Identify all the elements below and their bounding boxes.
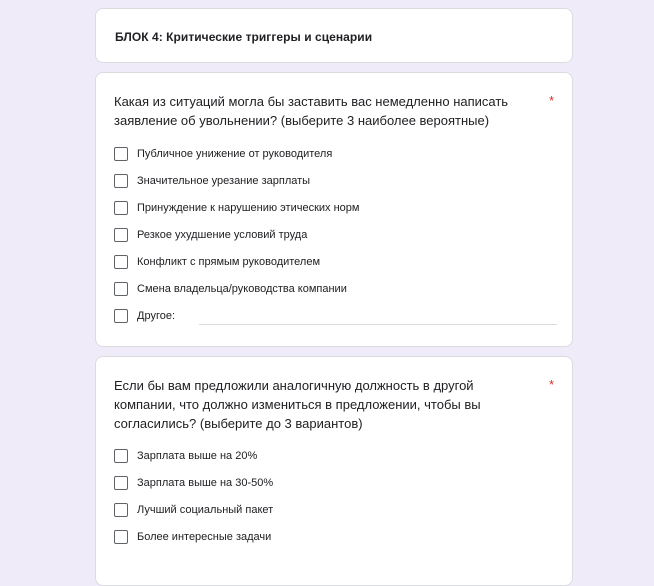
option-label: Лучший социальный пакет bbox=[137, 504, 274, 516]
question-2-text: Если бы вам предложили аналогичную должность в другой компании, что должно измениться в предложении, чтобы вы согласились? (выберите до 3 вариантов) bbox=[114, 378, 481, 431]
option-label: Зарплата выше на 30-50% bbox=[137, 477, 274, 489]
option-public-humiliation[interactable] bbox=[114, 146, 332, 162]
option-interesting-tasks[interactable] bbox=[114, 529, 271, 545]
checkbox[interactable] bbox=[114, 309, 128, 323]
option-label: Смена владельца/руководства компании bbox=[137, 283, 347, 295]
option-label: Другое: bbox=[137, 310, 176, 322]
checkbox[interactable] bbox=[114, 147, 128, 161]
option-ethics-violation[interactable] bbox=[114, 200, 359, 216]
question-card-1 bbox=[95, 72, 573, 347]
checkbox[interactable] bbox=[114, 174, 128, 188]
option-label: Зарплата выше на 20% bbox=[137, 450, 258, 462]
option-label: Конфликт с прямым руководителем bbox=[137, 256, 321, 268]
checkbox[interactable] bbox=[114, 282, 128, 296]
question-card-2 bbox=[95, 356, 573, 586]
required-asterisk: * bbox=[548, 93, 554, 108]
option-salary-30-50[interactable] bbox=[114, 475, 273, 491]
option-social-package[interactable] bbox=[114, 502, 273, 518]
checkbox[interactable] bbox=[114, 449, 128, 463]
other-text-input[interactable] bbox=[199, 323, 557, 325]
option-salary-20[interactable] bbox=[114, 448, 257, 464]
option-salary-cut[interactable] bbox=[114, 173, 310, 189]
option-other[interactable] bbox=[114, 308, 175, 324]
checkbox[interactable] bbox=[114, 255, 128, 269]
option-label: Принуждение к нарушению этических норм bbox=[137, 202, 360, 214]
checkbox[interactable] bbox=[114, 201, 128, 215]
question-1-text: Какая из ситуаций могла бы заставить вас немедленно написать заявление об увольнении? (выберите 3 наиболее вероятные) bbox=[114, 94, 509, 128]
required-asterisk: * bbox=[548, 377, 554, 392]
checkbox[interactable] bbox=[114, 228, 128, 242]
option-label: Публичное унижение от руководителя bbox=[137, 148, 333, 160]
checkbox[interactable] bbox=[114, 503, 128, 517]
section-header-card bbox=[95, 8, 573, 63]
option-manager-conflict[interactable] bbox=[114, 254, 320, 270]
option-label: Значительное урезание зарплаты bbox=[137, 175, 311, 187]
checkbox[interactable] bbox=[114, 476, 128, 490]
option-label: Резкое ухудшение условий труда bbox=[137, 229, 308, 241]
checkbox[interactable] bbox=[114, 530, 128, 544]
option-owner-change[interactable] bbox=[114, 281, 347, 297]
option-label: Более интересные задачи bbox=[137, 531, 272, 543]
section-title: БЛОК 4: Критические триггеры и сценарии bbox=[115, 30, 373, 44]
option-worse-conditions[interactable] bbox=[114, 227, 307, 243]
